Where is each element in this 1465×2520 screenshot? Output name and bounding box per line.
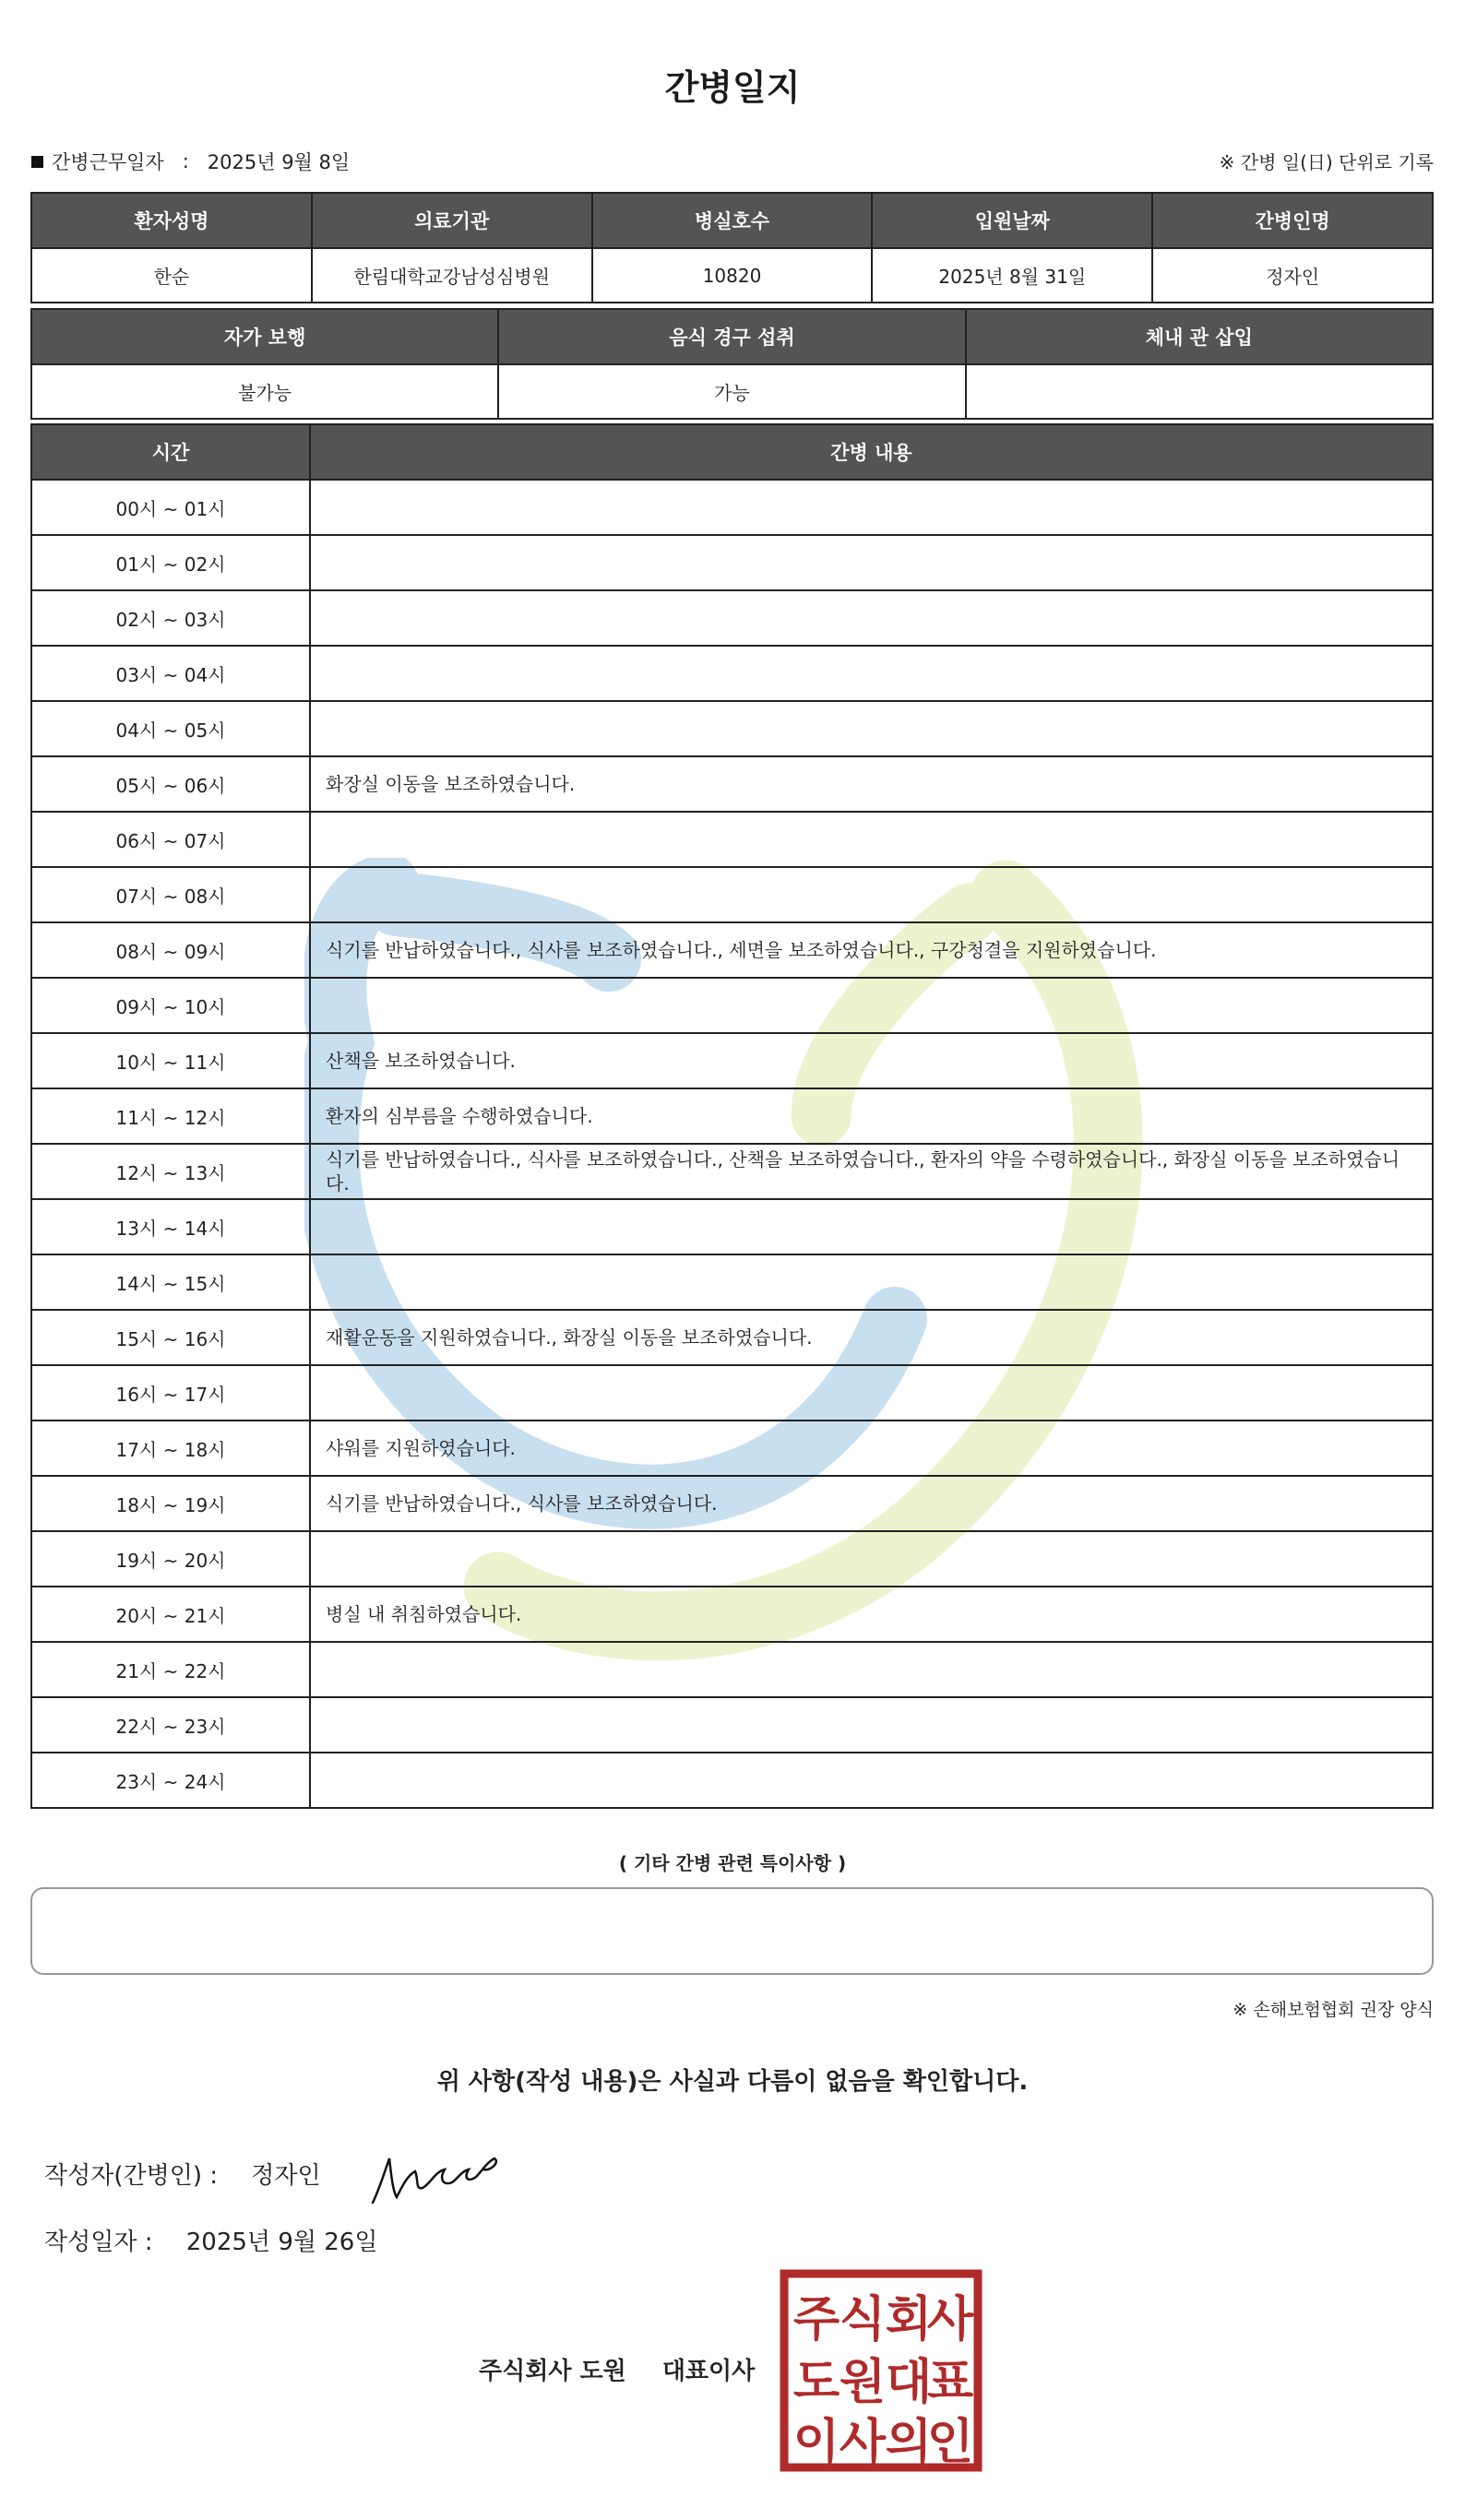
stamp-glyph: 이	[792, 2415, 840, 2470]
table-row	[31, 646, 1433, 701]
patient-name: 한순	[31, 248, 312, 303]
hospital-name: 한림대학교강남성심병원	[312, 248, 592, 303]
writer-label: 작성자(간병인) :	[44, 2162, 219, 2190]
document-title: 간병일지	[664, 67, 801, 108]
time-slot: 05시 ~ 06시	[31, 756, 310, 812]
care-note	[310, 1531, 1433, 1587]
written-date-line	[44, 2223, 377, 2257]
care-note: 식기를 반납하였습니다., 식사를 보조하였습니다.	[310, 1476, 1433, 1531]
time-slot: 10시 ~ 11시	[31, 1033, 310, 1088]
stamp-glyph: 도	[792, 2355, 840, 2410]
stamp-glyph: 회	[885, 2292, 933, 2348]
time-slot: 21시 ~ 22시	[31, 1642, 310, 1697]
oral-intake-value: 가능	[498, 364, 965, 419]
time-slot: 06시 ~ 07시	[31, 812, 310, 867]
time-slot: 14시 ~ 15시	[31, 1254, 310, 1310]
work-date-label: 간병근무일자	[52, 151, 164, 173]
table-row	[31, 1033, 1433, 1088]
care-note: 산책을 보조하였습니다.	[310, 1033, 1433, 1088]
time-slot: 19시 ~ 20시	[31, 1531, 310, 1587]
table-row	[31, 1144, 1433, 1199]
care-note	[310, 535, 1433, 590]
care-note	[310, 1697, 1433, 1753]
written-date-label: 작성일자 :	[44, 2229, 153, 2256]
table-row	[31, 1088, 1433, 1144]
table-row	[31, 480, 1433, 535]
stamp-glyph: 인	[926, 2415, 974, 2470]
header-tube-insertion: 체내 관 삽입	[966, 309, 1433, 364]
written-date-value: 2025년 9월 26일	[185, 2229, 378, 2256]
care-note: 화장실 이동을 보조하였습니다.	[310, 756, 1433, 812]
care-note	[310, 812, 1433, 867]
care-note: 식기를 반납하였습니다., 식사를 보조하였습니다., 산책을 보조하였습니다., 환자의 약을 수령하였습니다., 화장실 이동을 보조하였습니다.	[310, 1144, 1433, 1199]
table-row	[31, 1531, 1433, 1587]
table-row	[31, 1199, 1433, 1254]
table-row	[31, 1420, 1433, 1476]
company-name: 주식회사 도원	[479, 2358, 626, 2385]
work-date-value: 2025년 9월 8일	[207, 151, 351, 173]
company-seal-stamp	[780, 2269, 983, 2472]
care-note	[310, 1254, 1433, 1310]
header-admission-date: 입원날짜	[872, 193, 1152, 248]
care-note	[310, 1365, 1433, 1420]
time-slot: 04시 ~ 05시	[31, 701, 310, 756]
table-row	[31, 590, 1433, 646]
table-row	[31, 1697, 1433, 1753]
care-log-table	[30, 423, 1434, 1809]
self-walking-value: 불가능	[31, 364, 498, 419]
table-row	[31, 1587, 1433, 1642]
stamp-glyph: 원	[839, 2355, 887, 2410]
table-row	[31, 1642, 1433, 1697]
time-slot: 01시 ~ 02시	[31, 535, 310, 590]
stamp-glyph: 사	[839, 2415, 887, 2470]
room-number: 10820	[592, 248, 873, 303]
time-slot: 03시 ~ 04시	[31, 646, 310, 701]
table-row	[31, 701, 1433, 756]
daily-record-note: ※ 간병 일(日) 단위로 기록	[1219, 151, 1434, 173]
stamp-glyph: 의	[885, 2415, 933, 2470]
handwritten-signature	[365, 2138, 504, 2212]
tube-insertion-value	[966, 364, 1433, 419]
header-hospital: 의료기관	[312, 193, 592, 248]
table-row	[31, 922, 1433, 978]
time-slot: 09시 ~ 10시	[31, 978, 310, 1033]
care-note	[310, 701, 1433, 756]
ceo-title: 대표이사	[661, 2358, 756, 2385]
time-slot: 12시 ~ 13시	[31, 1144, 310, 1199]
care-note: 환자의 심부름을 수행하였습니다.	[310, 1088, 1433, 1144]
table-row	[31, 1310, 1433, 1365]
time-slot: 07시 ~ 08시	[31, 867, 310, 922]
header-caregiver: 간병인명	[1152, 193, 1433, 248]
recommended-form-note: ※ 손해보험협회 권장 양식	[1233, 2000, 1434, 2020]
care-note: 샤워를 지원하였습니다.	[310, 1420, 1433, 1476]
special-notes-box	[30, 1887, 1434, 1975]
care-note	[310, 590, 1433, 646]
admission-date: 2025년 8월 31일	[872, 248, 1152, 303]
company-line	[479, 2352, 755, 2386]
care-note	[310, 646, 1433, 701]
table-row	[31, 978, 1433, 1033]
header-patient-name: 환자성명	[31, 193, 312, 248]
stamp-glyph: 식	[839, 2292, 887, 2348]
time-slot: 00시 ~ 01시	[31, 480, 310, 535]
special-notes-title: ( 기타 간병 관련 특이사항 )	[618, 1852, 847, 1874]
work-date	[31, 148, 350, 175]
care-note: 병실 내 취침하였습니다.	[310, 1587, 1433, 1642]
care-note	[310, 1753, 1433, 1808]
stamp-glyph: 표	[926, 2355, 974, 2410]
care-note	[310, 978, 1433, 1033]
bullet-square-icon	[31, 156, 43, 168]
caregiver-name: 정자인	[1152, 248, 1433, 303]
table-row	[31, 1365, 1433, 1420]
time-slot: 08시 ~ 09시	[31, 922, 310, 978]
confirmation-statement: 위 사항(작성 내용)은 사실과 다름이 없음을 확인합니다.	[436, 2068, 1029, 2096]
table-row	[31, 1753, 1433, 1808]
time-slot: 15시 ~ 16시	[31, 1310, 310, 1365]
header-oral-intake: 음식 경구 섭취	[498, 309, 965, 364]
care-note: 식기를 반납하였습니다., 식사를 보조하였습니다., 세면을 보조하였습니다., 구강청결을 지원하였습니다.	[310, 922, 1433, 978]
work-date-sep: :	[182, 150, 189, 172]
patient-info-table	[30, 192, 1434, 303]
table-row	[31, 812, 1433, 867]
time-slot: 20시 ~ 21시	[31, 1587, 310, 1642]
header-care-content: 간병 내용	[310, 424, 1433, 480]
time-slot: 17시 ~ 18시	[31, 1420, 310, 1476]
writer-line	[44, 2157, 321, 2191]
patient-status-table	[30, 308, 1434, 420]
stamp-glyph: 주	[792, 2292, 840, 2348]
table-row	[31, 535, 1433, 590]
care-note	[310, 1642, 1433, 1697]
stamp-glyph: 사	[926, 2292, 974, 2348]
time-slot: 11시 ~ 12시	[31, 1088, 310, 1144]
time-slot: 13시 ~ 14시	[31, 1199, 310, 1254]
header-time: 시간	[31, 424, 310, 480]
header-self-walking: 자가 보행	[31, 309, 498, 364]
table-row	[31, 1476, 1433, 1531]
table-row	[31, 1254, 1433, 1310]
care-note	[310, 867, 1433, 922]
time-slot: 18시 ~ 19시	[31, 1476, 310, 1531]
time-slot: 23시 ~ 24시	[31, 1753, 310, 1808]
writer-name: 정자인	[251, 2162, 321, 2190]
table-row	[31, 756, 1433, 812]
time-slot: 16시 ~ 17시	[31, 1365, 310, 1420]
stamp-glyph: 대	[885, 2355, 933, 2410]
care-note: 재활운동을 지원하였습니다., 화장실 이동을 보조하였습니다.	[310, 1310, 1433, 1365]
header-room: 병실호수	[592, 193, 873, 248]
care-note	[310, 1199, 1433, 1254]
time-slot: 02시 ~ 03시	[31, 590, 310, 646]
time-slot: 22시 ~ 23시	[31, 1697, 310, 1753]
care-note	[310, 480, 1433, 535]
table-row	[31, 867, 1433, 922]
